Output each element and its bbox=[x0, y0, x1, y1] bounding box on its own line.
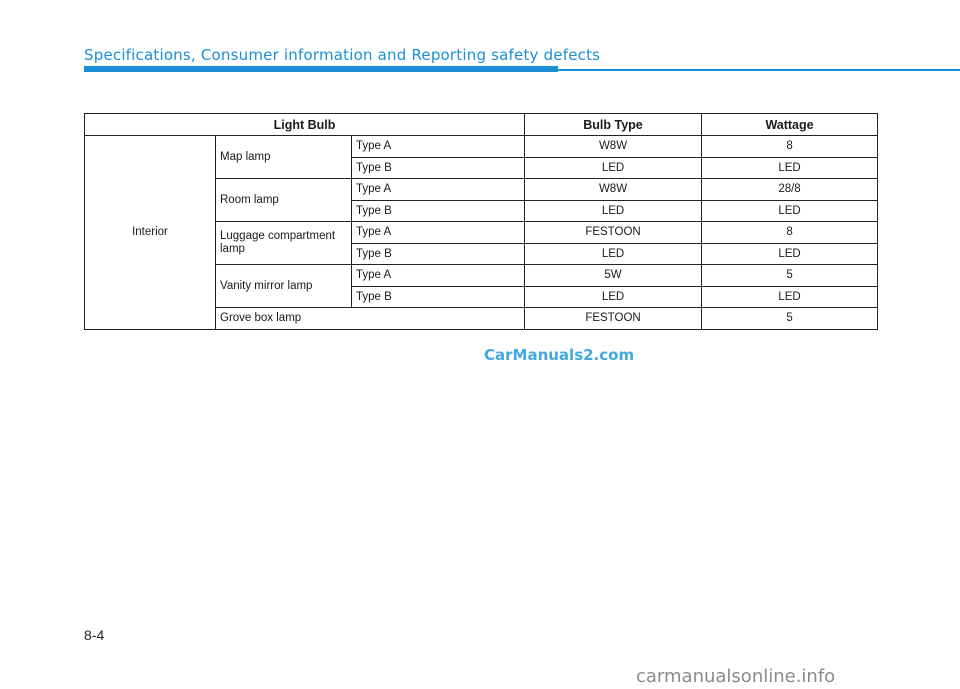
type-label: Type B bbox=[352, 243, 525, 265]
header-bulb-type: Bulb Type bbox=[525, 114, 702, 136]
wattage-cell: LED bbox=[702, 157, 878, 179]
light-bulb-table bbox=[84, 113, 878, 330]
bulb-type-cell: LED bbox=[525, 286, 702, 308]
wattage-cell: 28/8 bbox=[702, 179, 878, 201]
type-label: Type A bbox=[352, 222, 525, 244]
lamp-name: Room lamp bbox=[216, 179, 352, 222]
type-label: Type A bbox=[352, 179, 525, 201]
bulb-type-cell: LED bbox=[525, 200, 702, 222]
type-label: Type A bbox=[352, 265, 525, 287]
bulb-type-cell: FESTOON bbox=[525, 308, 702, 330]
wattage-cell: 5 bbox=[702, 308, 878, 330]
lamp-name: Vanity mirror lamp bbox=[216, 265, 352, 308]
site-watermark[interactable]: CarManuals2.com bbox=[484, 346, 635, 364]
lamp-name: Grove box lamp bbox=[216, 308, 525, 330]
wattage-cell: 8 bbox=[702, 136, 878, 158]
wattage-cell: 5 bbox=[702, 265, 878, 287]
group-interior: Interior bbox=[85, 136, 216, 330]
type-label: Type B bbox=[352, 286, 525, 308]
page-number: 8-4 bbox=[84, 627, 105, 643]
footer-watermark: carmanualsonline.info bbox=[636, 666, 836, 687]
wattage-cell: 8 bbox=[702, 222, 878, 244]
wattage-cell: LED bbox=[702, 243, 878, 265]
header-light-bulb: Light Bulb bbox=[85, 114, 525, 136]
wattage-cell: LED bbox=[702, 286, 878, 308]
section-title: Specifications, Consumer information and Reporting safety defects bbox=[84, 46, 601, 64]
header-wattage: Wattage bbox=[702, 114, 878, 136]
lamp-name: Luggage compartment lamp bbox=[216, 222, 352, 265]
bulb-type-cell: FESTOON bbox=[525, 222, 702, 244]
bulb-type-cell: W8W bbox=[525, 179, 702, 201]
lamp-name: Map lamp bbox=[216, 136, 352, 179]
bulb-type-cell: LED bbox=[525, 243, 702, 265]
type-label: Type B bbox=[352, 157, 525, 179]
header-rule-thick bbox=[84, 66, 558, 72]
bulb-type-cell: LED bbox=[525, 157, 702, 179]
table-header-row bbox=[85, 114, 878, 136]
type-label: Type B bbox=[352, 200, 525, 222]
bulb-type-cell: 5W bbox=[525, 265, 702, 287]
wattage-cell: LED bbox=[702, 200, 878, 222]
bulb-type-cell: W8W bbox=[525, 136, 702, 158]
header-rule-thin bbox=[558, 69, 960, 71]
table-row bbox=[85, 136, 878, 158]
type-label: Type A bbox=[352, 136, 525, 158]
